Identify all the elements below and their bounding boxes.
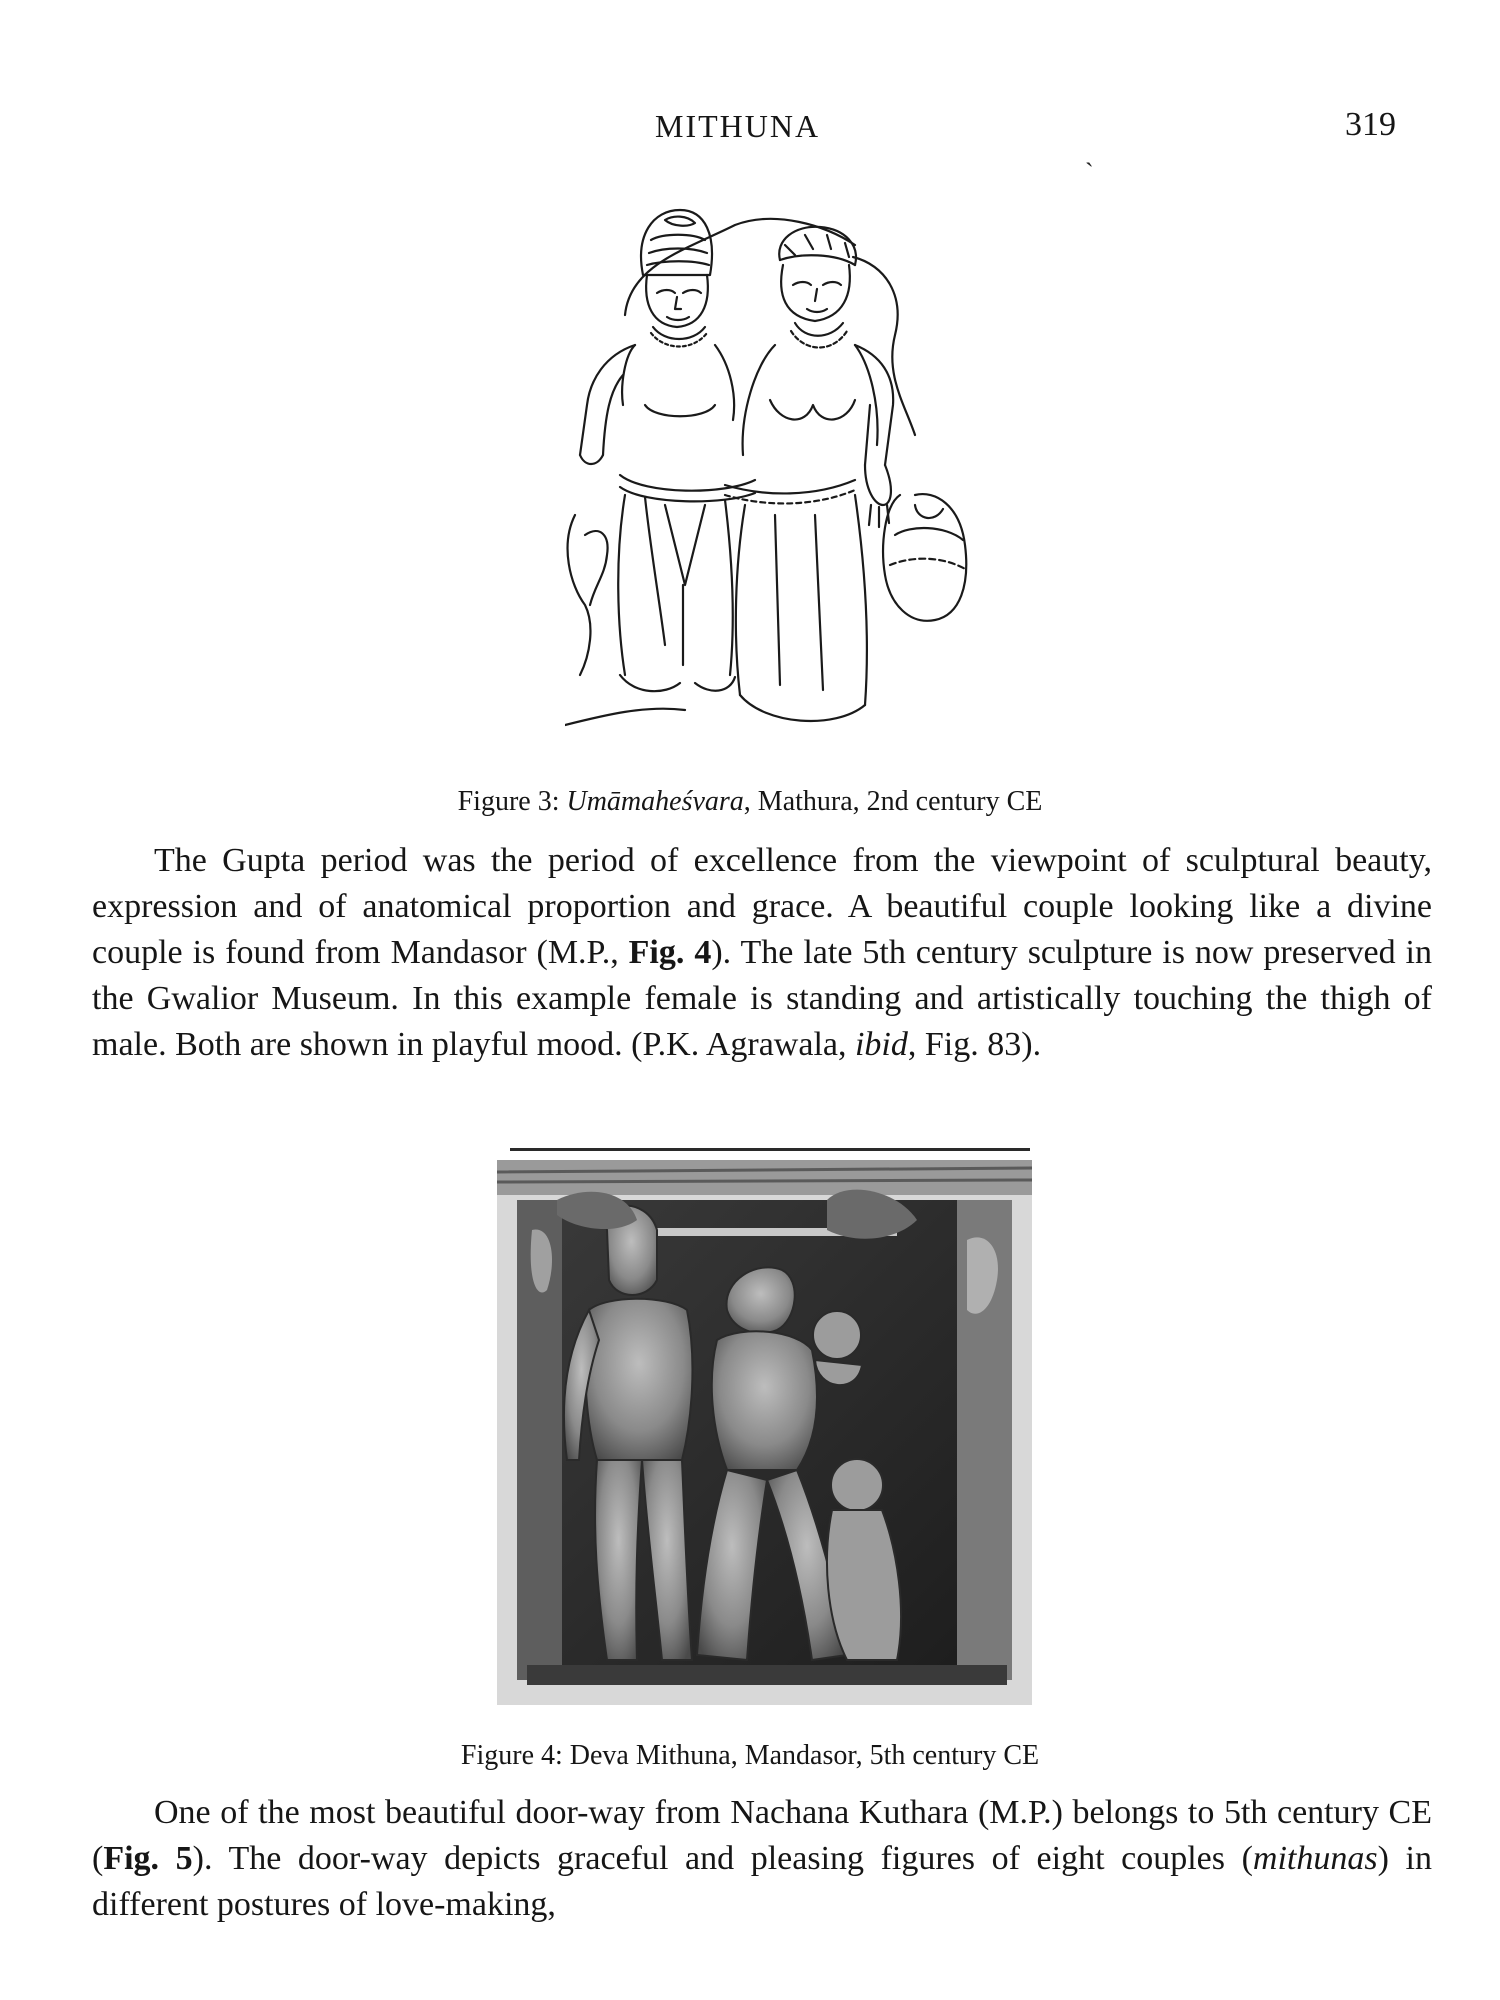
paragraph-1 [92,838,1432,1068]
p2-mithunas: mithunas [1252,1840,1378,1877]
p1-text-2: ). The late 5th century sculpture is now preserved in the Gwalior Museum. In this example female is standing and artistically touching the thigh of male. Both are shown in playful mood. (P.K. Agrawala, [92,934,1432,1063]
caption-rest: , Mathura, 2nd century CE [743,786,1043,817]
p1-text-3: , Fig. 83). [907,1026,1042,1063]
p2-text-2: ). The door-way depicts graceful and pleasing figures of eight couples ( [192,1840,1253,1877]
p1-fig-ref: Fig. 4 [628,934,712,971]
paragraph-2 [92,1790,1432,1928]
page-number: 319 [1345,106,1396,143]
p2-fig-ref: Fig. 5 [103,1840,193,1877]
p1-ibid: ibid [854,1026,908,1063]
figure-4-caption: Figure 4: Deva Mithuna, Mandasor, 5th century CE [460,1740,1040,1771]
female-figure [725,227,967,721]
running-title: MITHUNA [655,108,821,144]
caption-italic-title: Umāmaheśvara [566,786,744,817]
figure-4-top-rule [510,1148,1030,1151]
figure-4-photo [497,1160,1032,1705]
caption-prefix: Figure 3: [457,786,567,817]
male-figure [565,210,855,725]
paragraph-2-text [92,1790,1432,1928]
figure-3-caption [0,786,1500,818]
p2-text-3: ) in different postures of love-making, [92,1840,1432,1923]
p2-text-1: One of the most beautiful door-way from Nachana Kuthara (M.P.) belongs to 5th century CE ( [92,1794,1432,1877]
p1-text-1: The Gupta period was the period of excellence from the viewpoint of sculptural beauty, expression and of anatomical proportion and grace. A beautiful couple looking like a divine couple is found from Mandasor (M.P., [92,842,1432,971]
stray-mark: ˏ [1085,138,1094,167]
figure-3-drawing [565,205,975,750]
paragraph-1-text [92,838,1432,1068]
